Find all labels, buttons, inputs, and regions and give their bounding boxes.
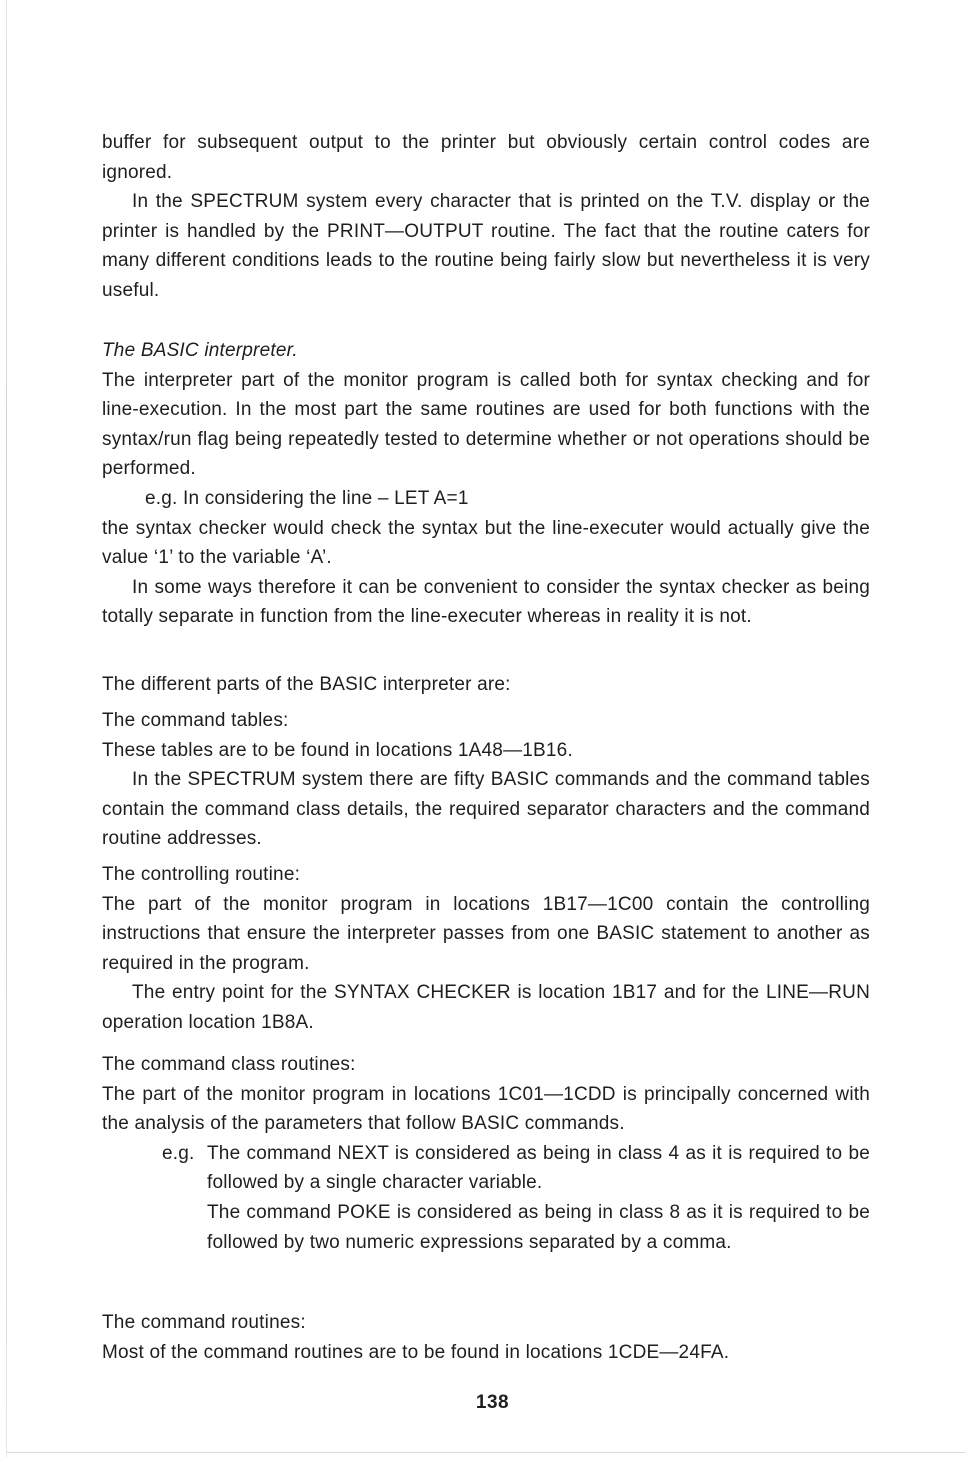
command-tables-location: These tables are to be found in locations 1A48—1B16. [102, 739, 573, 761]
paragraph-command-tables: In the SPECTRUM system there are fifty BASIC commands and the command tables contain the command class details, the required separator characters and the command routine addresses. [102, 769, 870, 850]
paragraph-separate-function: In some ways therefore it can be convenient to consider the syntax checker as being totally separate in function from the line-executer whereas in reality it is not. [102, 576, 870, 628]
intro-block [102, 128, 870, 306]
heading-command-tables: The command tables: [102, 710, 289, 731]
example-let-line: e.g. In considering the line – LET A=1 [145, 487, 469, 509]
command-routines-section [102, 1308, 870, 1367]
interpreter-section [102, 336, 870, 632]
parts-intro: The different parts of the BASIC interpreter are: [102, 674, 511, 695]
command-routines-location: Most of the command routines are to be found in locations 1CDE—24FA. [102, 1341, 730, 1363]
paragraph-entry-point: The entry point for the SYNTAX CHECKER is location 1B17 and for the LINE—RUN operation location 1B8A. [102, 982, 870, 1033]
page-number: 138 [475, 1392, 510, 1413]
parts-intro-block [102, 670, 870, 700]
controlling-routine-section [102, 860, 870, 1038]
example-poke-text: The command POKE is considered as being in class 8 as it is required to be followed by two numeric expressions separated by a comma. [207, 1201, 870, 1253]
heading-controlling-routine: The controlling routine: [102, 864, 301, 885]
paragraph-print-output: In the SPECTRUM system every character that is printed on the T.V. display or the printer is handled by the PRINT—OUTPUT routine. The fact that the routine caters for many different conditions leads to the routine being fairly slow but nevertheless it is very useful. [102, 191, 870, 301]
paragraph-controlling-routine: The part of the monitor program in locations 1B17—1C00 contain the controlling instructions that ensure the interpreter passes from one BASIC statement to another as required in the program. [102, 893, 870, 974]
paragraph-interpreter: The interpreter part of the monitor program is called both for syntax checking and for line-execution. In the most part the same routines are used for both functions with the syntax/run flag being repeatedly tested to determine whether or not operations should be performed. [102, 369, 870, 480]
example-next [162, 1139, 870, 1198]
page-bottom-edge [6, 1452, 966, 1453]
section-heading-basic-interpreter: The BASIC interpreter. [102, 340, 298, 361]
paragraph-buffer: buffer for subsequent output to the printer but obviously certain control codes are ignored. [102, 132, 870, 183]
paragraph-command-class-routines: The part of the monitor program in locations 1C01—1CDD is principally concerned with the analysis of the parameters that follow BASIC commands. [102, 1083, 870, 1135]
example-tag: e.g. [162, 1142, 195, 1164]
paragraph-syntax-checker: the syntax checker would check the syntax but the line-executer would actually give the value ‘1’ to the variable ‘A’. [102, 517, 870, 569]
command-class-routines-section [102, 1050, 870, 1257]
page-left-edge [6, 0, 7, 1457]
heading-command-class-routines: The command class routines: [102, 1054, 356, 1075]
heading-command-routines: The command routines: [102, 1312, 306, 1333]
command-tables-section [102, 706, 870, 854]
example-next-text: The command NEXT is considered as being in class 4 as it is required to be followed by a single character variable. [207, 1142, 870, 1194]
examples-block [102, 1139, 870, 1257]
